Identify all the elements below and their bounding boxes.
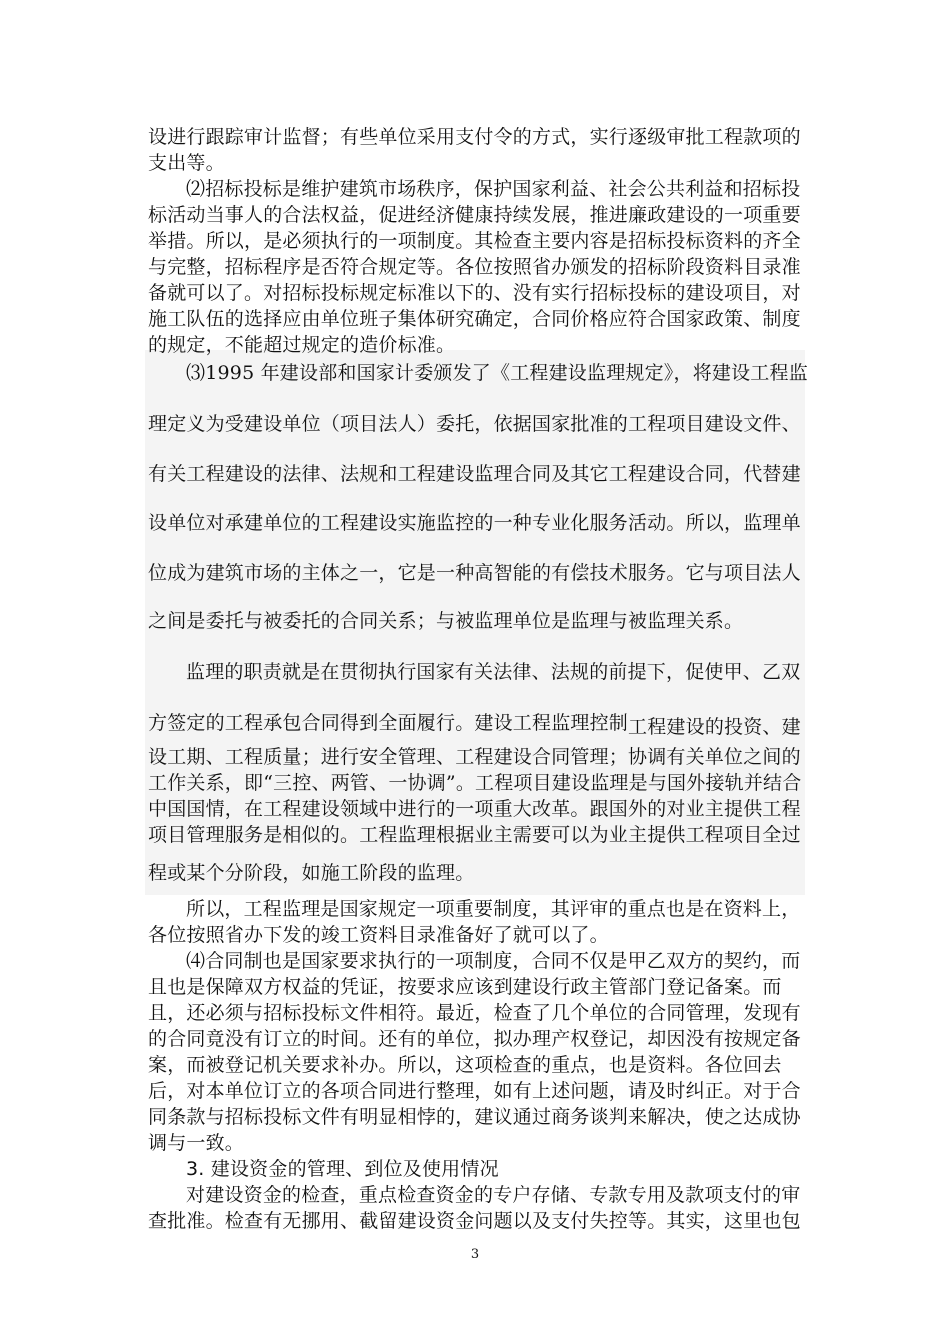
section-heading: 3. 建设资金的管理、到位及使用情况 [186, 1158, 499, 1180]
text-line: 工作关系，即“三控、两管、一协调”。工程项目建设监理是与国外接轨并结合 [148, 772, 802, 794]
text-line: 设工期、工程质量；进行安全管理、工程建设合同管理；协调有关单位之间的 [148, 746, 801, 768]
text-line: 监理的职责就是在贯彻执行国家有关法律、法规的前提下，促使甲、乙双 [186, 661, 801, 683]
text-line: 的合同竟没有订立的时间。还有的单位，拟办理产权登记，却因没有按规定备 [148, 1028, 801, 1050]
text-line: 程或某个分阶段，如施工阶段的监理。 [148, 862, 475, 884]
text-line: 调与一致。 [148, 1132, 245, 1154]
text-line: 位成为建筑市场的主体之一，它是一种高智能的有偿技术服务。它与项目法人 [148, 562, 801, 584]
text-line: 备就可以了。对招标投标规定标准以下的、没有实行招标投标的建设项目，对 [148, 282, 801, 304]
text-line: 设单位对承建单位的工程建设实施监控的一种专业化服务活动。所以，监理单 [148, 512, 801, 534]
text-line: 且也是保障双方权益的凭证，按要求应该到建设行政主管部门登记备案。而 [148, 976, 782, 998]
text-line: 与完整，招标程序是否符合规定等。各位按照省办颁发的招标阶段资料目录准 [148, 256, 801, 278]
text-line: ⑶1995 年建设部和国家计委颁发了《工程建设监理规定》，将建设工程监 [186, 362, 808, 384]
text-line: ⑷合同制也是国家要求执行的一项制度，合同不仅是甲乙双方的契约，而 [186, 950, 801, 972]
text-line: 同条款与招标投标文件有明显相悖的，建议通过商务谈判来解决，使之达成协 [148, 1106, 801, 1128]
text-line: 支出等。 [148, 152, 225, 174]
text-line: 的规定，不能超过规定的造价标准。 [148, 334, 456, 356]
text-line: 设进行跟踪审计监督；有些单位采用支付令的方式，实行逐级审批工程款项的 [148, 126, 801, 148]
text-line: 举措。所以，是必须执行的一项制度。其检查主要内容是招标投标资料的齐全 [148, 230, 801, 252]
text-line: 标活动当事人的合法权益，促进经济健康持续发展，推进廉政建设的一项重要 [148, 204, 801, 226]
text-segment: 工程建设的投资、建 [628, 716, 801, 738]
text-segment: 方签定的工程承包合同得到全面履行。建设工程监理控制 [148, 712, 629, 734]
text-line: 案，而被登记机关要求补办。所以，这项检查的重点，也是资料。各位回去 [148, 1054, 782, 1076]
text-line: 各位按照省办下发的竣工资料目录准备好了就可以了。 [148, 924, 609, 946]
text-line: ⑵招标投标是维护建筑市场秩序，保护国家利益、社会公共利益和招标投 [186, 178, 801, 200]
text-line: 后，对本单位订立的各项合同进行整理，如有上述问题，请及时纠正。对于合 [148, 1080, 801, 1102]
text-line: 查批准。检查有无挪用、截留建设资金问题以及支付失控等。其实，这里也包 [148, 1210, 801, 1232]
text-line: 理定义为受建设单位（项目法人）委托，依据国家批准的工程项目建设文件、 [148, 413, 801, 435]
text-line [148, 710, 801, 736]
text-line: 所以，工程监理是国家规定一项重要制度，其评审的重点也是在资料上， [186, 898, 801, 920]
text-line: 有关工程建设的法律、法规和工程建设监理合同及其它工程建设合同，代替建 [148, 463, 801, 485]
text-line: 中国国情，在工程建设领域中进行的一项重大改革。跟国外的对业主提供工程 [148, 798, 801, 820]
page-number: 3 [470, 1247, 480, 1262]
text-line: 之间是委托与被委托的合同关系；与被监理单位是监理与被监理关系。 [148, 610, 744, 632]
text-line: 施工队伍的选择应由单位班子集体研究确定，合同价格应符合国家政策、制度 [148, 308, 801, 330]
text-line: 对建设资金的检查，重点检查资金的专户存储、专款专用及款项支付的审 [186, 1184, 801, 1206]
text-line: 项目管理服务是相似的。工程监理根据业主需要可以为业主提供工程项目全过 [148, 824, 801, 846]
text-line: 且，还必须与招标投标文件相符。最近，检查了几个单位的合同管理，发现有 [148, 1002, 801, 1024]
